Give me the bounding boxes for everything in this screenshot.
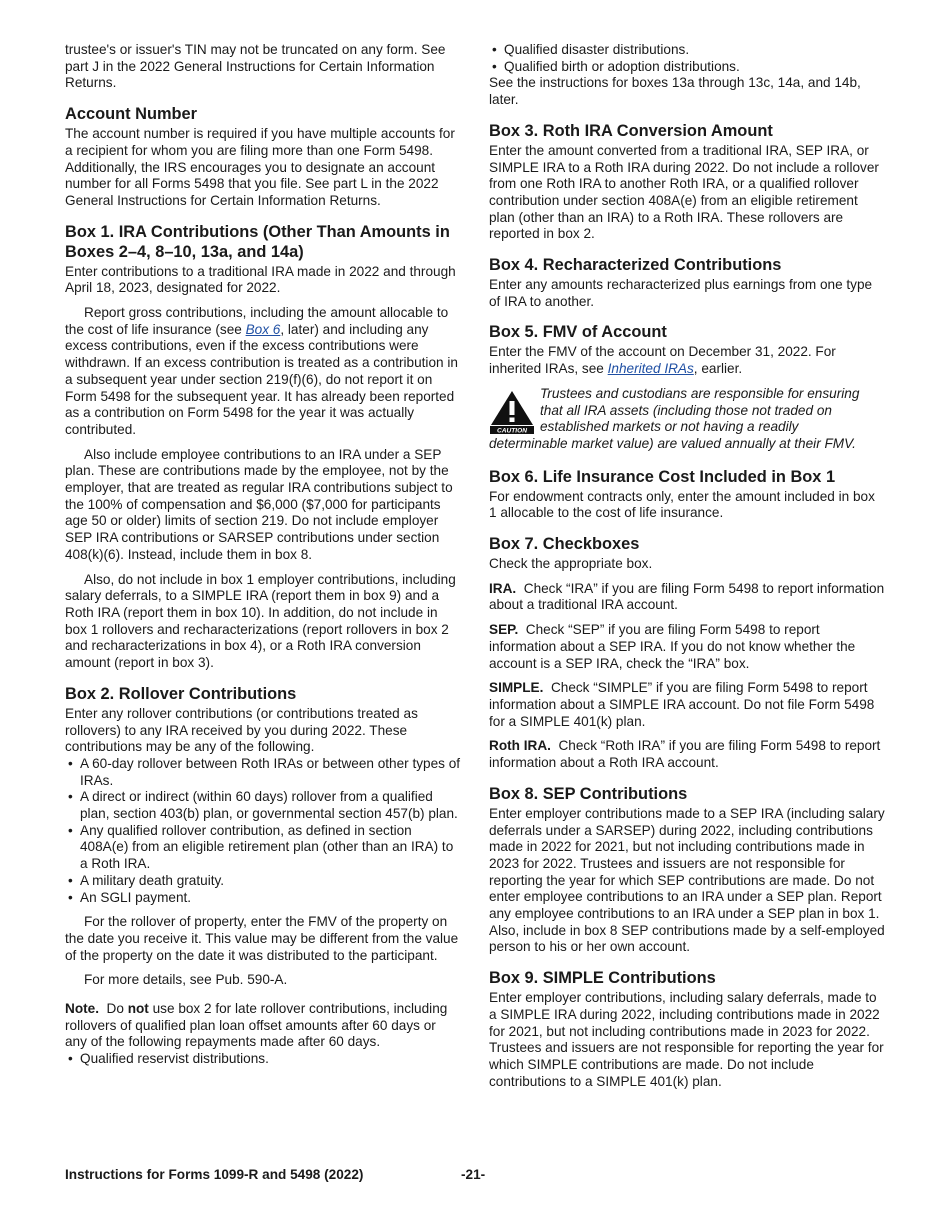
box2-paragraph-3: For more details, see Pub. 590-A. xyxy=(84,972,288,988)
box4-heading: Box 4. Recharacterized Contributions xyxy=(489,256,782,275)
box2-heading: Box 2. Rollover Contributions xyxy=(65,684,297,703)
note-text-a: Do xyxy=(106,1001,128,1017)
box2-note xyxy=(65,1001,461,1051)
list-item: • Qualified disaster distributions. xyxy=(489,42,885,59)
box1-p2-text-b: , later) and including any excess contributions, even if the excess contributions were withdrawn. If an excess contribution is treated as a contribution in a subsequent year under section 219(f)(6), do not report it on Form 5498 for the subsequent year. It has already been reported as a contribution on Form 5498 for the year it was actually contributed. xyxy=(65,321,458,437)
box1-paragraph-2 xyxy=(65,305,461,439)
box3-text: Enter the amount converted from a traditional IRA, SEP IRA, or SIMPLE IRA to a Roth IRA during 2022. Do not include a rollover from one Roth IRA to another Roth IRA, or a qualified rollover contribution under section 408A(e) from an eligible retirement plan (other than an IRA) to a Roth IRA. These rollovers are reported in box 2. xyxy=(489,142,879,242)
box8-text: Enter employer contributions made to a SEP IRA (including salary deferrals under a SARSEP) during 2022, including contributions made in 2022 for 2021, but not including contributions made in 2023 for 2022. Trustees and issuers are not responsible for reporting the year for which SEP contributions are made. Do not enter employee contributions to an IRA under a SEP plan. Report any employee contributions to an IRA under a SEP plan in box 1. Also, include in box 8 SEP contributions made by a self-employed person to his or her own account. xyxy=(489,805,885,955)
box6-text: For endowment contracts only, enter the amount included in box 1 allocable to the cost of life insurance. xyxy=(489,488,875,521)
page-number: -21- xyxy=(461,1167,486,1182)
box7-heading: Box 7. Checkboxes xyxy=(489,535,640,554)
note-label: Note. xyxy=(65,1001,99,1017)
box6-heading: Box 6. Life Insurance Cost Included in Box 1 xyxy=(489,467,836,486)
caution-text-b: determinable market value) are valued annually at their FMV. xyxy=(489,435,856,451)
footer-title: Instructions for Forms 1099-R and 5498 (2022) xyxy=(65,1167,364,1182)
list-item: • A military death gratuity. xyxy=(65,873,461,890)
note-text-b: use box 2 for late rollover contributions, including rollovers of qualified plan loan offset amounts after 60 days or any of the following repayments made after 60 days. xyxy=(65,1001,448,1050)
box5-text-a: Enter the FMV of the account on December 31, 2022. For inherited IRAs, see xyxy=(489,344,836,377)
list-item: • Qualified reservist distributions. xyxy=(65,1051,461,1068)
list-item: • An SGLI payment. xyxy=(65,890,461,907)
caution-label: CAUTION xyxy=(496,427,528,435)
caution-text-a: Trustees and custodians are responsible for ensuring that all IRA assets (including those not traded on established markets or not having a readily xyxy=(540,385,860,435)
list-item: • A 60-day rollover between Roth IRAs or between other types of IRAs. xyxy=(65,756,461,789)
box2-paragraph-1: Enter any rollover contributions (or contributions treated as rollovers) to any IRA received by you during 2022. These contributions may be any of the following. xyxy=(65,705,418,755)
box7-item-simple xyxy=(489,680,885,730)
caution-icon xyxy=(489,389,535,435)
page-footer xyxy=(65,1167,885,1182)
list-item: • A direct or indirect (within 60 days) rollover from a qualified plan, section 403(b) plan, or governmental section 457(b) plan. xyxy=(65,789,461,822)
intro-paragraph: trustee's or issuer's TIN may not be truncated on any form. See part J in the 2022 General Instructions for Certain Information Returns. xyxy=(65,42,446,91)
box9-text: Enter employer contributions, including salary deferrals, made to a SIMPLE IRA during 2022, including contributions made in 2022 for 2021, but not including contributions made in 2023 for 2022. Trustees and issuers are not responsible for reporting the year for which SIMPLE contributions are made. Do not include contributions to a SIMPLE 401(k) plan. xyxy=(489,990,884,1089)
box4-text: Enter any amounts recharacterized plus earnings from one type of IRA to another. xyxy=(489,277,873,309)
list-item: • Any qualified rollover contribution, as defined in section 408A(e) from an eligible retirement plan (other than an IRA) to a Roth IRA. xyxy=(65,823,461,873)
box7-item-label: Roth IRA. xyxy=(489,738,551,754)
box7-item-label: SEP. xyxy=(489,622,519,638)
box7-item-sep xyxy=(489,622,885,672)
list-item: • Qualified birth or adoption distributions. xyxy=(489,59,885,76)
box7-item-text: Check “Roth IRA” if you are filing Form 5498 to report information about a Roth IRA account. xyxy=(489,738,881,771)
right-column xyxy=(489,42,885,1098)
box5-text-b: , earlier. xyxy=(693,361,743,377)
box3-heading: Box 3. Roth IRA Conversion Amount xyxy=(489,121,773,140)
inherited-iras-link[interactable]: Inherited IRAs xyxy=(607,361,694,377)
box1-p2-text-a: Report gross contributions, including the amount allocable to the cost of life insurance (see xyxy=(65,305,449,337)
box7-item-roth xyxy=(489,738,885,771)
box7-item-ira xyxy=(489,581,885,614)
account-number-heading: Account Number xyxy=(65,105,198,124)
box8-heading: Box 8. SEP Contributions xyxy=(489,784,688,803)
box7-intro: Check the appropriate box. xyxy=(489,556,653,572)
caution-note xyxy=(489,386,885,453)
note-not: not xyxy=(127,1001,149,1017)
box7-item-text: Check “IRA” if you are filing Form 5498 to report information about a traditional IRA account. xyxy=(489,580,885,613)
box7-item-label: SIMPLE. xyxy=(489,680,544,696)
left-column xyxy=(65,42,461,1068)
box1-paragraph-1: Enter contributions to a traditional IRA made in 2022 and through April 18, 2023, designated for 2022. xyxy=(65,263,456,296)
box7-item-label: IRA. xyxy=(489,580,517,596)
box2-bullet-list xyxy=(65,756,461,906)
box1-paragraph-4: Also, do not include in box 1 employer contributions, including salary deferrals, to a SIMPLE IRA (report them in box 9) and a Roth IRA (report them in box 10). In addition, do not include in box 1 rollovers and recharacterizations (report rollovers in box 2 and recharacterizations in box 4), or a Roth IRA conversion amount (report in box 3). xyxy=(65,571,456,671)
box5-text xyxy=(489,344,885,377)
box1-heading: Box 1. IRA Contributions (Other Than Amounts in Boxes 2–4, 8–10, 13a, and 14a) xyxy=(65,222,450,261)
box9-heading: Box 9. SIMPLE Contributions xyxy=(489,969,716,988)
box6-link[interactable]: Box 6 xyxy=(245,321,281,337)
top-text: See the instructions for boxes 13a through 13c, 14a, and 14b, later. xyxy=(489,75,861,108)
box5-heading: Box 5. FMV of Account xyxy=(489,323,667,342)
box7-item-text: Check “SEP” if you are filing Form 5498 to report information about a SEP IRA. If you do not know whether the account is a SEP IRA, check the “IRA” box. xyxy=(489,622,856,671)
box1-paragraph-3: Also include employee contributions to an IRA under a SEP plan. These are contributions made by the employee, not by the employer, that are treated as regular IRA contributions subject to the 100% of compensation and $6,000 ($7,000 for participants age 50 or older) limits of section 219. Do not include employer SEP IRA contributions or SARSEP contributions under section 408(k)(6). Instead, include them in box 8. xyxy=(65,446,453,562)
account-number-text: The account number is required if you have multiple accounts for a recipient for whom you are filing more than one Form 5498. Additionally, the IRS encourages you to designate an account number for all Forms 5498 that you file. See part L in the 2022 General Instructions for Certain Information Returns. xyxy=(65,126,455,208)
box2-paragraph-2: For the rollover of property, enter the FMV of the property on the date you receive it. This value may be different from the value of the property on the date it was distributed to the participant. xyxy=(65,914,459,963)
box7-item-text: Check “SIMPLE” if you are filing Form 5498 to report information about a SIMPLE IRA account. Do not file Form 5498 for a SIMPLE 401(k) plan. xyxy=(489,680,875,729)
